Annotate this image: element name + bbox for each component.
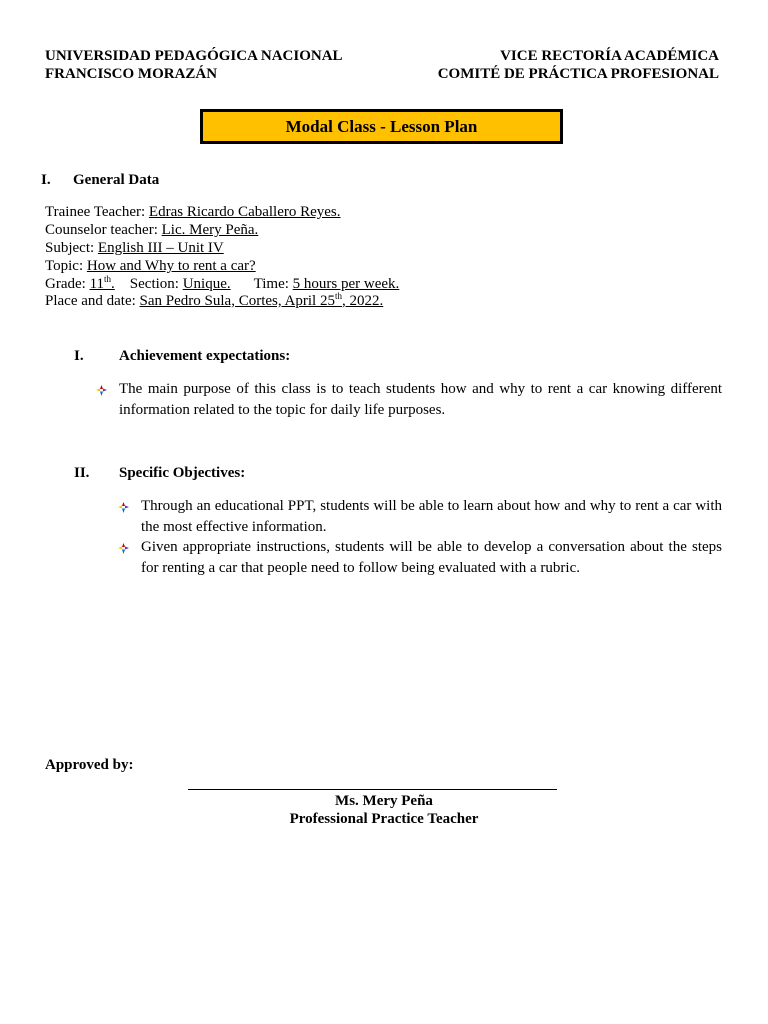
section-label: Section: (129, 276, 183, 292)
institution-header (45, 47, 343, 83)
section-value: Unique. (182, 276, 231, 292)
committee-name: COMITÉ DE PRÁCTICA PROFESIONAL (437, 66, 719, 82)
topic-value: How and Why to rent a car? (86, 258, 256, 274)
trainee-value: Edras Ricardo Caballero Reyes. (148, 204, 341, 220)
place-date-line (45, 293, 383, 311)
arrow-bullet-icon (118, 543, 129, 554)
grade-section-time-line (45, 276, 399, 294)
department-header (438, 47, 719, 83)
subject-line (45, 240, 224, 258)
topic-label: Topic: (45, 258, 87, 274)
document-title: Modal Class - Lesson Plan (200, 109, 563, 144)
objective-item: Given appropriate instructions, students will be able to develop a conversation about the steps for renting a car that people need to follow being evaluated with a rubric. (141, 539, 722, 576)
grade-value: 11th. (89, 274, 115, 292)
achievement-heading (74, 347, 291, 365)
counselor-teacher-line (45, 222, 258, 240)
signatory-name: Ms. Mery Peña (335, 793, 433, 809)
counselor-value: Lic. Mery Peña. (161, 222, 259, 238)
topic-line (45, 258, 256, 276)
section-number: I. (74, 348, 84, 364)
signature-line (188, 789, 557, 790)
time-label: Time: (253, 276, 293, 292)
department-name: VICE RECTORÍA ACADÉMICA (500, 48, 719, 64)
section-number: II. (74, 465, 90, 481)
signatory-role: Professional Practice Teacher (289, 811, 479, 827)
institution-name-line2: FRANCISCO MORAZÁN (45, 66, 218, 82)
objective-item: Through an educational PPT, students will be able to learn about how and why to rent a car with the most effective information. (141, 498, 722, 535)
arrow-bullet-icon (118, 502, 129, 513)
arrow-bullet-icon (96, 385, 107, 396)
grade-label: Grade: (45, 276, 90, 292)
achievement-text: The main purpose of this class is to teach students how and why to rent a car knowing different information related to the topic for daily life purposes. (119, 381, 722, 418)
section-title: Specific Objectives: (119, 465, 246, 481)
signatory (188, 792, 580, 828)
trainee-teacher-line (45, 204, 341, 222)
approved-by-label: Approved by: (45, 757, 134, 773)
place-value: San Pedro Sula, Cortes, April 25th, 2022. (139, 291, 384, 309)
subject-label: Subject: (45, 240, 98, 256)
section-title: Achievement expectations: (119, 348, 291, 364)
general-data-heading (41, 171, 160, 189)
counselor-label: Counselor teacher: (45, 222, 162, 238)
objectives-heading (74, 464, 246, 482)
section-number: I. (41, 172, 51, 188)
subject-value: English III – Unit IV (97, 240, 224, 256)
place-label: Place and date: (45, 293, 140, 309)
institution-name: UNIVERSIDAD PEDAGÓGICA NACIONAL (45, 48, 343, 64)
time-value: 5 hours per week. (292, 276, 400, 292)
trainee-label: Trainee Teacher: (45, 204, 149, 220)
section-title: General Data (73, 172, 160, 188)
